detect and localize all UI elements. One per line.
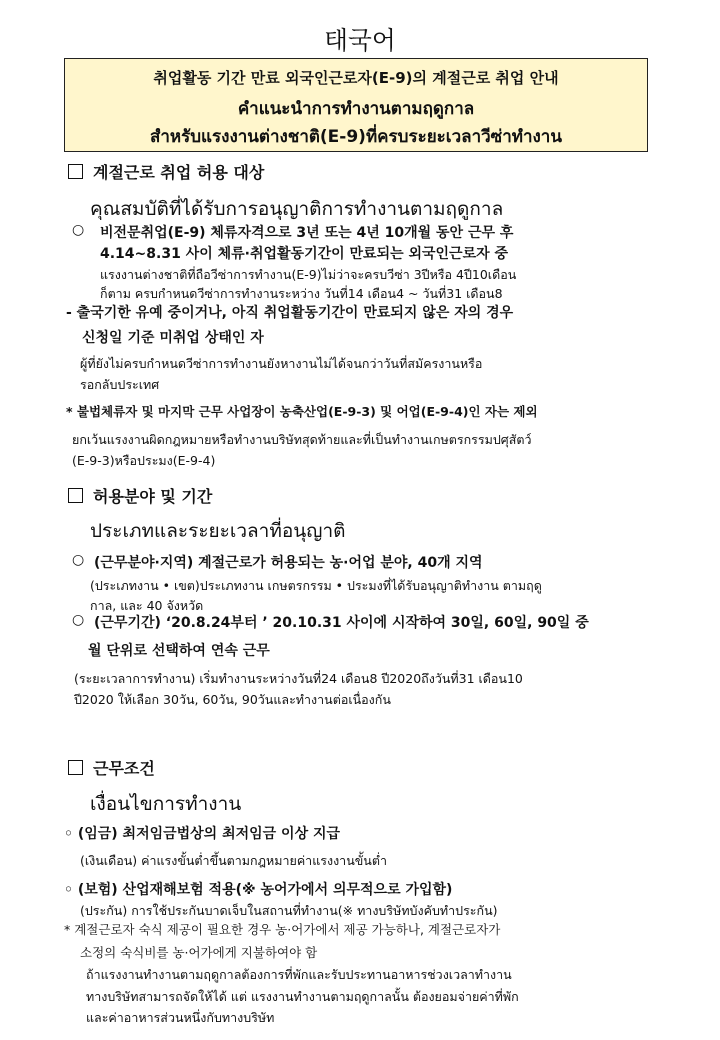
s3-housing-th-line1: ถ้าแรงงานทำงานตามฤดูกาลต้องการที่พักและรับประทานอาหารช่วงเวลาทำงาน — [86, 967, 512, 982]
s2-item1-th-line1: (ประเภทงาน • เขต)ประเภทงาน เกษตรกรรม • ประมงที่ได้รับอนุญาติทำงาน ตามฤดู — [90, 578, 542, 593]
s3-housing-th-line2: ทางบริษัทสามารถจัดให้ได้ แต่ แรงงานทำงานตามฤดูกาลนั้น ต้องยอมจ่ายค่าที่พัก — [86, 989, 519, 1004]
bullet-circle-icon: ○ — [72, 612, 85, 628]
s1-item1-th-line2: ก็ตาม ครบกำหนดวีซ่าการทำงานระหว่าง วันที่14 เดือน4 ~ วันที่31 เดือน8 — [100, 286, 503, 301]
s3-housing-th-line3: และค่าอาหารส่วนหนึ่งกับทางบริษัท — [86, 1010, 275, 1025]
section2-thai-heading: ประเภทและระยะเวลาที่อนุญาติ — [90, 520, 346, 542]
s1-item2-ko-line2: 신청일 기준 미취업 상태인 자 — [82, 330, 264, 346]
checkbox-square-icon — [68, 164, 83, 179]
s3-insurance-th: (ประกัน) การใช้ประกันบาดเจ็บในสถานที่ทำงาน(※ ทางบริษัทบังคับทำประกัน) — [80, 903, 498, 918]
s2-item2-ko-line2: 월 단위로 선택하여 연속 근무 — [88, 643, 270, 659]
section3-heading: 근무조건 — [68, 756, 155, 779]
checkbox-square-icon — [68, 488, 83, 503]
section3-thai-heading: เงื่อนไขการทำงาน — [90, 793, 242, 815]
s1-item2-th-line1: ผู้ที่ยังไม่ครบกำหนดวีซ่าการทำงานยังหางานไม่ได้จนกว่าวันที่สมัครงานหรือ — [80, 356, 483, 371]
s1-item1-ko-line1: 비전문취업(E-9) 체류자격으로 3년 또는 4년 10개월 동안 근무 후 — [100, 225, 514, 241]
s3-wage-th: (เงินเดือน) ค่าแรงขั้นต่ำขึ้นตามกฎหมายค่าแรงงานขั้นต่ำ — [80, 853, 387, 868]
s1-item2-ko-line1: - 출국기한 유예 중이거나, 아직 취업활동기간이 만료되지 않은 자의 경우 — [66, 305, 514, 321]
s3-housing-ko-line1: * 계절근로자 숙식 제공이 필요한 경우 농·어가에서 제공 가능하나, 계절근로자가 — [64, 922, 501, 937]
s2-item2-th-line2: ปี2020 ให้เลือก 30วัน, 60วัน, 90วันและทำงานต่อเนื่องกัน — [74, 692, 391, 707]
section2-heading: 허용분야 및 기간 — [68, 484, 212, 507]
s3-housing-ko-line2: 소정의 숙식비를 농·어가에게 지불하여야 함 — [80, 945, 318, 960]
s2-item1-ko: (근무분야·지역) 계절근로가 허용되는 농·어업 분야, 40개 지역 — [94, 555, 483, 571]
s1-note-th-line1: ยกเว้นแรงงานผิดกฎหมายหรือทำงานบริษัทสุดท้ายและที่เป็นทำงานเกษตรกรรมปศุสัตว์ — [72, 432, 532, 447]
title-korean: 취업활동 기간 만료 외국인근로자(E-9)의 계절근로 취업 안내 — [153, 69, 559, 87]
s2-item1-th-line2: กาล, และ 40 จังหวัด — [90, 598, 204, 613]
checkbox-square-icon — [68, 760, 83, 775]
s1-item1-th-line1: แรงงานต่างชาติที่ถือวีซ่าการทำงาน(E-9)ไม่ว่าจะครบวีซ่า 3ปีหรือ 4ปี10เดือน — [100, 267, 517, 282]
s2-item2-ko-line1: (근무기간) ‘20.8.24부터 ’ 20.10.31 사이에 시작하여 30일, 60일, 90일 중 — [94, 615, 589, 631]
title-thai-line2: สำหรับแรงงานต่างชาติ(E-9)ที่ครบระยะเวลาวีซ่าทำงาน — [150, 127, 562, 147]
section1-thai-heading: คุณสมบัติที่ได้รับการอนุญาติการทำงานตามฤดูกาล — [90, 198, 504, 220]
s1-note-th-line2: (E-9-3)หรือประมง(E-9-4) — [72, 453, 216, 468]
s1-item2-th-line2: รอกลับประเทศ — [80, 377, 160, 392]
s3-wage-ko: ◦ (임금) 최저임금법상의 최저임금 이상 지급 — [64, 826, 341, 842]
title-box — [64, 58, 648, 152]
s1-item1-ko-line2: 4.14~8.31 사이 체류·취업활동기간이 만료되는 외국인근로자 중 — [100, 246, 509, 262]
s2-item2-th-line1: (ระยะเวลาการทำงาน) เริ่มทำงานระหว่างวันที่24 เดือน8 ปี2020ถึงวันที่31 เดือน10 — [74, 671, 523, 686]
section1-heading: 계절근로 취업 허용 대상 — [68, 160, 264, 183]
language-label: 태국어 — [324, 26, 396, 55]
s3-insurance-ko: ◦ (보험) 산업재해보험 적용(※ 농어가에서 의무적으로 가입함) — [64, 882, 453, 898]
s1-note-ko: * 불법체류자 및 마지막 근무 사업장이 농축산업(E-9-3) 및 어업(E-9-4)인 자는 제외 — [66, 404, 538, 419]
bullet-circle-icon: ○ — [72, 552, 85, 568]
bullet-circle-icon: ○ — [72, 222, 85, 238]
title-thai-line1: คำแนะนำการทำงานตามฤดูกาล — [237, 99, 475, 119]
